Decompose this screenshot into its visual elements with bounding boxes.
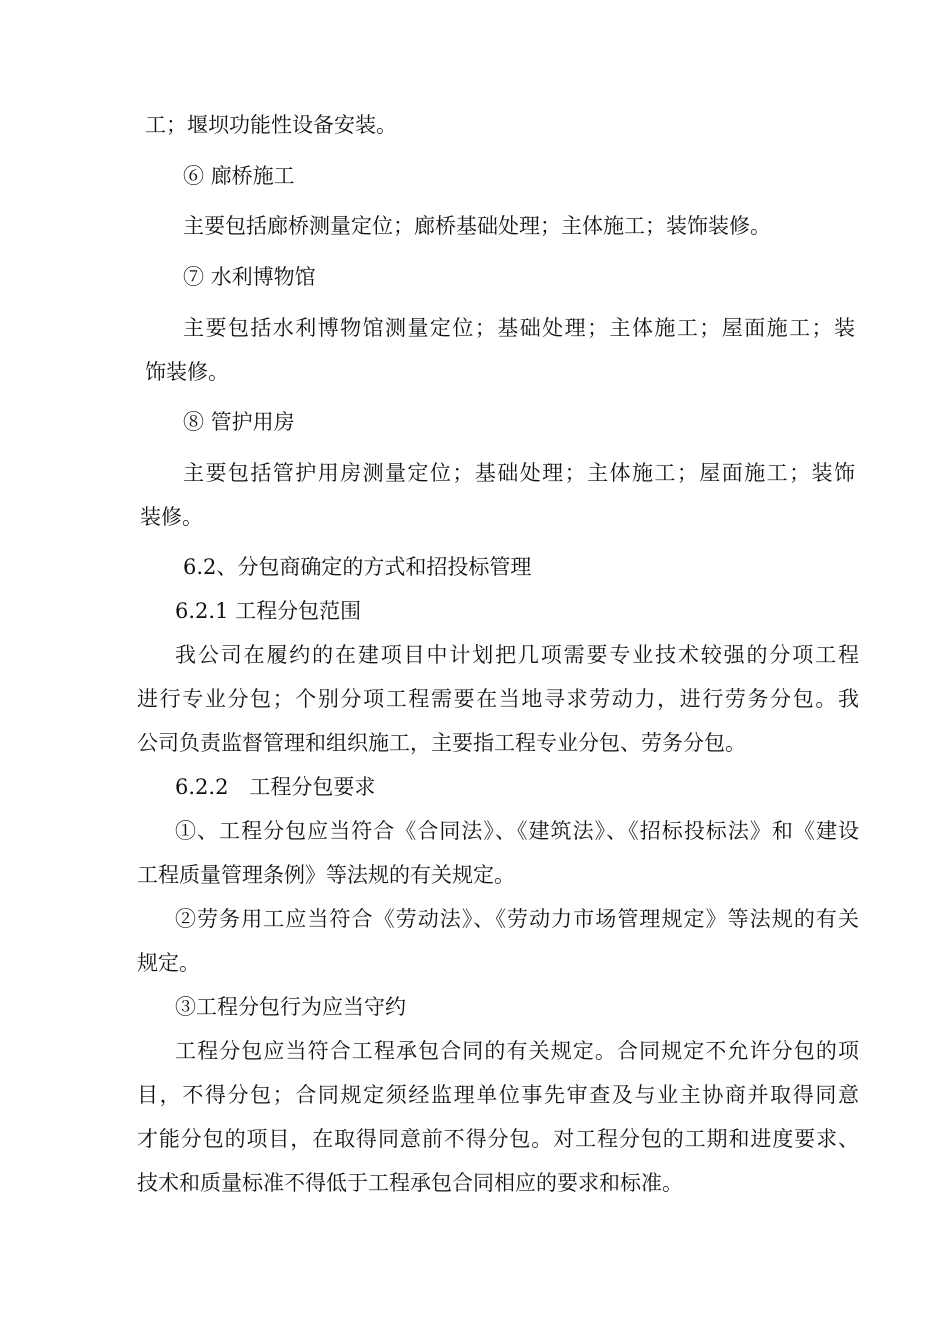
text-line-20: ③工程分包行为应当守约 xyxy=(175,995,406,1019)
item-heading-8: ⑧ 管护用房 xyxy=(183,410,295,434)
text-line-13: 进行专业分包；个别分项工程需要在当地寻求劳动力，进行劳务分包。我 xyxy=(137,687,859,711)
text-line-24: 技术和质量标准不得低于工程承包合同相应的要求和标准。 xyxy=(137,1171,683,1195)
item-heading-6: ⑥ 廊桥施工 xyxy=(183,164,295,188)
text-line-18: ②劳务用工应当符合《劳动法》、《劳动力市场管理规定》等法规的有关 xyxy=(175,907,859,931)
text-line-19: 规定。 xyxy=(137,951,200,975)
text-line-12: 我公司在履约的在建项目中计划把几项需要专业技术较强的分项工程 xyxy=(175,643,859,667)
text-line-6: 饰装修。 xyxy=(145,360,229,384)
section-heading-6-2: 6.2、分包商确定的方式和招投标管理 xyxy=(183,555,532,579)
text-line-1: 工；堰坝功能性设备安装。 xyxy=(145,113,397,137)
text-line-22: 目，不得分包；合同规定须经监理单位事先审查及与业主协商并取得同意 xyxy=(137,1083,859,1107)
item-heading-7: ⑦ 水利博物馆 xyxy=(183,265,316,289)
section-heading-6-2-2: 6.2.2 工程分包要求 xyxy=(175,775,376,799)
text-line-21: 工程分包应当符合工程承包合同的有关规定。合同规定不允许分包的项 xyxy=(175,1039,859,1063)
text-line-17: 工程质量管理条例》等法规的有关规定。 xyxy=(137,863,515,887)
text-line-5: 主要包括水利博物馆测量定位；基础处理；主体施工；屋面施工；装 xyxy=(183,316,855,340)
text-line-16: ①、工程分包应当符合《合同法》、《建筑法》、《招标投标法》和《建设 xyxy=(175,819,859,843)
section-heading-6-2-1: 6.2.1 工程分包范围 xyxy=(175,599,362,623)
text-line-14: 公司负责监督管理和组织施工，主要指工程专业分包、劳务分包。 xyxy=(137,731,746,755)
text-line-9: 装修。 xyxy=(140,505,203,529)
text-line-3: 主要包括廊桥测量定位；廊桥基础处理；主体施工；装饰装修。 xyxy=(183,214,771,238)
text-line-23: 才能分包的项目，在取得同意前不得分包。对工程分包的工期和进度要求、 xyxy=(137,1127,859,1151)
text-line-8: 主要包括管护用房测量定位；基础处理；主体施工；屋面施工；装饰 xyxy=(183,461,855,485)
